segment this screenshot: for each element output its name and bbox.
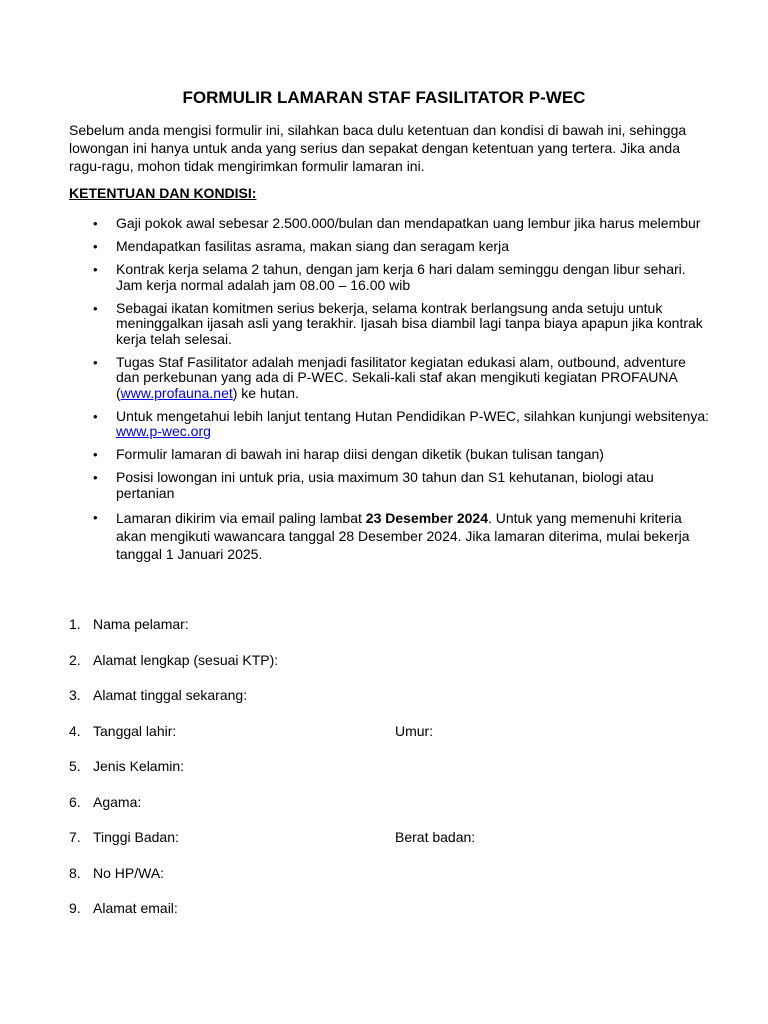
field-number: 9. — [69, 900, 81, 916]
field-jenis-kelamin[interactable] — [69, 758, 709, 794]
field-number: 3. — [69, 687, 81, 703]
bullet-icon: • — [93, 509, 98, 525]
profauna-link[interactable]: www.profauna.net — [120, 384, 233, 401]
application-fields — [69, 616, 709, 936]
field-label: Alamat tinggal sekarang: — [93, 687, 248, 703]
field-alamat-lengkap[interactable] — [69, 652, 709, 688]
field-number: 2. — [69, 651, 81, 668]
field-label: Nama pelamar: — [93, 616, 189, 632]
bullet-icon: • — [93, 354, 98, 370]
field-label: Agama: — [93, 793, 142, 810]
bullet-icon: • — [93, 262, 98, 277]
field-tanggal-lahir[interactable] — [69, 723, 709, 759]
bullet-icon: • — [93, 239, 98, 254]
field-alamat-tinggal[interactable] — [69, 687, 709, 723]
term-item: • Sebagai ikatan komitmen serius bekerja, selama kontrak berlangsung anda setuju untuk meninggalkan ijasah asli yang terakhir. Ijasah bisa diambil lagi tanpa biaya apapun jika kontrak kerja telah selesai. — [93, 299, 703, 347]
bullet-icon: • — [93, 300, 98, 316]
field-number: 8. — [69, 864, 81, 881]
field-label-umur: Umur: — [395, 722, 434, 739]
intro-paragraph: Sebelum anda mengisi formulir ini, silahkan baca dulu ketentuan dan kondisi di bawah ini, sehingga lowongan ini hanya untuk anda yang serius dan sepakat dengan ketentuan yang tertera. Jika anda ragu-ragu, mohon tidak mengirimkan formulir lamaran ini. — [69, 122, 687, 174]
field-number: 5. — [69, 758, 81, 774]
term-item: • Gaji pokok awal sebesar 2.500.000/bulan dan mendapatkan uang lembur jika harus melembur — [93, 215, 701, 231]
field-label: No HP/WA: — [93, 864, 165, 881]
bullet-icon: • — [93, 216, 98, 231]
field-alamat-email[interactable] — [69, 900, 709, 936]
field-label: Tanggal lahir: — [93, 722, 177, 739]
terms-list — [93, 216, 713, 570]
bullet-icon: • — [93, 470, 98, 485]
field-no-hp[interactable] — [69, 865, 709, 901]
pwec-website-link[interactable]: www.p-wec.org — [116, 423, 211, 439]
term-item: • Kontrak kerja selama 2 tahun, dengan jam kerja 6 hari dalam seminggu dengan libur sehari. Jam kerja normal adalah jam 08.00 – 16.00 wib — [93, 261, 686, 293]
field-number: 4. — [69, 722, 81, 739]
bullet-icon: • — [93, 447, 98, 462]
term-item: • Formulir lamaran di bawah ini harap diisi dengan diketik (bukan tulisan tangan) — [93, 446, 604, 462]
field-tinggi-badan[interactable] — [69, 829, 709, 865]
field-label: Tinggi Badan: — [93, 829, 179, 845]
term-item: • Lamaran dikirim via email paling lambat 23 Desember 2024. Untuk yang memenuhi kriteria akan mengikuti wawancara tanggal 28 Desember 2024. Jika lamaran diterima, mulai bekerja tanggal 1 Januari 2025. — [93, 509, 690, 562]
term-item: • Mendapatkan fasilitas asrama, makan siang dan seragam kerja — [93, 238, 509, 254]
field-agama[interactable] — [69, 794, 709, 830]
field-label: Alamat lengkap (sesuai KTP): — [93, 651, 279, 668]
term-item: • Posisi lowongan ini untuk pria, usia maximum 30 tahun dan S1 kehutanan, biologi atau pertanian — [93, 469, 654, 501]
terms-heading: KETENTUAN DAN KONDISI: — [69, 185, 257, 201]
field-label: Alamat email: — [93, 900, 178, 916]
field-label: Jenis Kelamin: — [93, 758, 185, 774]
field-number: 1. — [69, 616, 81, 632]
page-title: FORMULIR LAMARAN STAF FASILITATOR P-WEC — [182, 88, 586, 107]
deadline-date: 23 Desember 2024 — [365, 509, 488, 526]
bullet-icon: • — [93, 408, 98, 424]
field-number: 7. — [69, 829, 81, 845]
term-item: • Tugas Staf Fasilitator adalah menjadi fasilitator kegiatan edukasi alam, outbound, adventure dan perkebunan yang ada di P-WEC. Sekali-kali staf akan mengikuti kegiatan PROFAUNA (www.profauna.net) ke hutan. — [93, 353, 686, 401]
field-label-berat-badan: Berat badan: — [395, 829, 476, 845]
field-number: 6. — [69, 793, 81, 810]
field-nama-pelamar[interactable] — [69, 616, 709, 652]
term-item: • Untuk mengetahui lebih lanjut tentang Hutan Pendidikan P-WEC, silahkan kunjungi websitenya: www.p-wec.org — [93, 407, 710, 439]
